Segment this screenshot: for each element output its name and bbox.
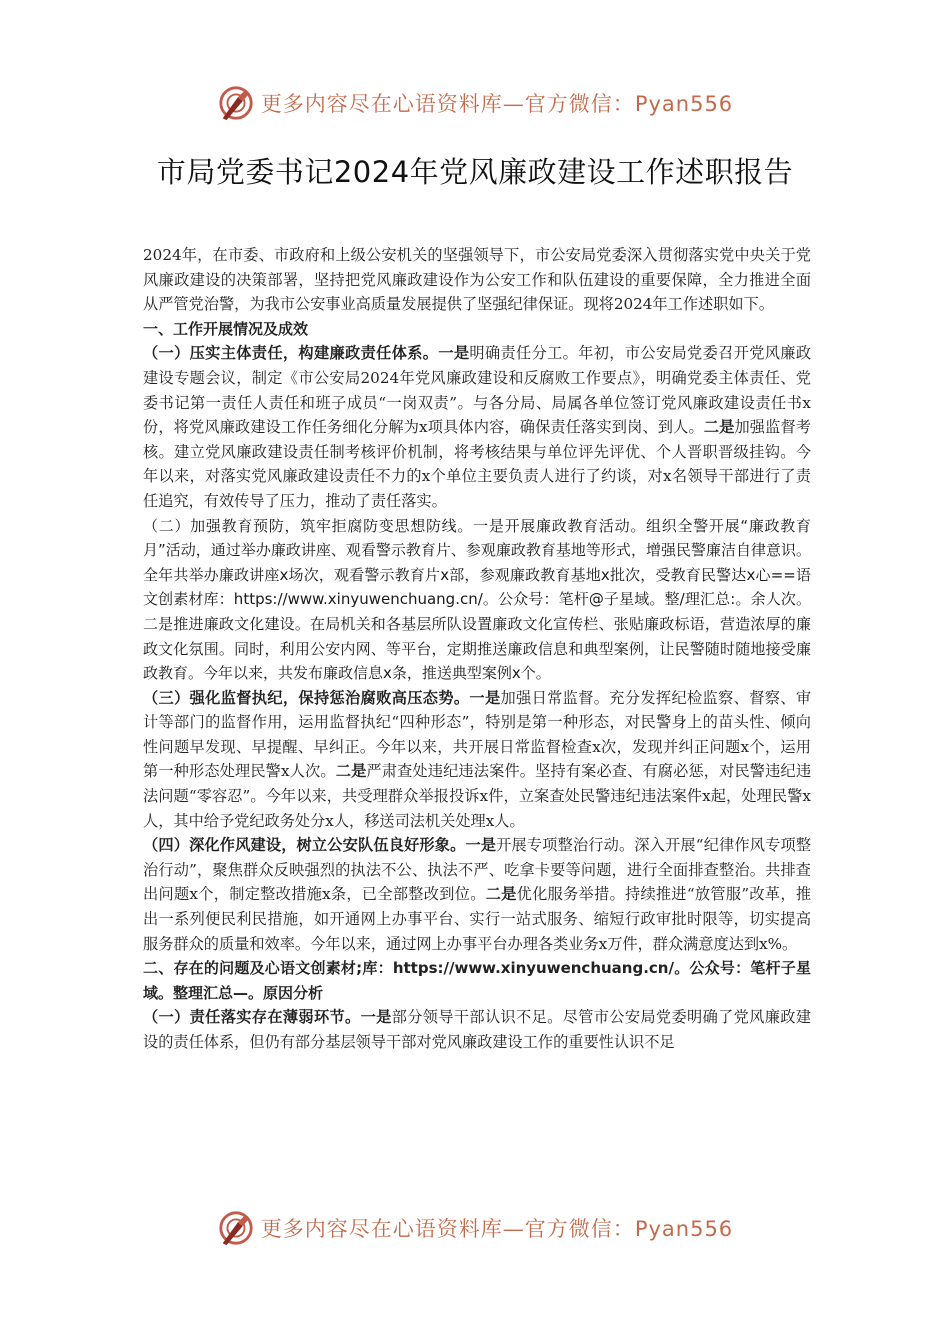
pen-logo-icon [217,1209,255,1247]
intro-paragraph: 2024年，在市委、市政府和上级公安机关的坚强领导下，市公安局党委深入贯彻落实党中央关于党风廉政建设的决策部署，坚持把党风廉政建设作为公安工作和队伍建设的重要保障，全力推进全面从严管党治警，为我市公安事业高质量发展提供了坚强纪律保证。现将2024年工作述职如下。 [143,246,811,314]
paragraph-style-building: （四）深化作风建设，树立公安队伍良好形象。一是开展专项整治行动。深入开展“纪律作风专项整治行动”，聚焦群众反映强烈的执法不公、执法不严、吃拿卡要等问题，进行全面排查整治。共排查出问题x个，制定整改措施x条，已全部整改到位。二是优化服务举措。持续推进“放管服”改革，推出一系列便民利民措施，如开通网上办事平台、实行一站式服务、缩短行政审批时限等，切实提高服务群众的质量和效率。今年以来，通过网上办事平台办理各类业务x万件，群众满意度达到x%。 [143,836,812,953]
document-title: 市局党委书记2024年党风廉政建设工作述职报告 [156,155,794,189]
watermark-text: 更多内容尽在心语资料库—官方微信：Pyan556 [260,1217,734,1241]
paragraph-education: （二）加强教育预防，筑牢拒腐防变思想防线。一是开展廉政教育活动。组织全警开展“廉政教育月”活动，通过举办廉政讲座、观看警示教育片、参观廉政教育基地等形式，增强民警廉洁自律意识。全年共举办廉政讲座x场次，观看警示教育片x部，参观廉政教育基地x批次，受教育民警达x心==语文创素材库：https://www.xinyuwenchuang.cn/。公众号：笔杆@子星域。整/理汇总:。余人次。二是推进廉政文化建设。在局机关和各基层所队设置廉政文化宣传栏、张贴廉政标语，营造浓厚的廉政文化氛围。同时，利用公安内网、等平台，定期推送廉政信息和典型案例，让民警随时随地接受廉政教育。今年以来，共发布廉政信息x条，推送典型案例x个。 [143,516,811,683]
watermark-text: 更多内容尽在心语资料库—官方微信：Pyan556 [260,92,734,116]
section-heading-1: 一、工作开展情况及成效 [143,319,309,338]
paragraph-responsibility: （一）压实主体责任，构建廉政责任体系。一是明确责任分工。年初，市公安局党委召开党风廉政建设专题会议，制定《市公安局2024年党风廉政建设和反腐败工作要点》，明确党委主体责任、党委书记第一责任人责任和班子成员“一岗双责”。与各分局、局属各单位签订党风廉政建设责任书x份，将党风廉政建设工作任务细化分解为x项具体内容，确保责任落实到岗、到人。二是加强监督考核。建立党风廉政建设责任制考核评价机制，将考核结果与单位评先评优、个人晋职晋级挂钩。今年以来，对落实党风廉政建设责任不力的x个单位主要负责人进行了约谈，对x名领导干部进行了责任追究，有效传导了压力，推动了责任落实。 [143,344,812,510]
document-body [143,243,811,1055]
pen-logo-icon [217,84,255,122]
watermark-banner-bottom [0,1203,950,1253]
watermark-banner-top [0,78,950,128]
paragraph-weak-links: （一）责任落实存在薄弱环节。一是部分领导干部认识不足。尽管市公安局党委明确了党风廉政建设的责任体系，但仍有部分基层领导干部对党风廉政建设工作的重要性认识不足 [143,1008,812,1051]
paragraph-supervision: （三）强化监督执纪，保持惩治腐败高压态势。一是加强日常监督。充分发挥纪检监察、督察、审计等部门的监督作用，运用监督执纪“四种形态”，特别是第一种形态，对民警身上的苗头性、倾向性问题早发现、早提醒、早纠正。今年以来，共开展日常监督检查x次，发现并纠正问题x个，运用第一种形态处理民警x人次。二是严肃查处违纪违法案件。坚持有案必查、有腐必惩，对民警违纪违法问题“零容忍”。今年以来，共受理群众举报投诉x件，立案查处民警违纪违法案件x起，处理民警x人，其中给予党纪政务处分x人，移送司法机关处理x人。 [143,688,812,830]
section-heading-2: 二、存在的问题及心语文创素材;库：https://www.xinyuwenchuang.cn/。公众号：笔杆子星域。整理汇总—。原因分析 [143,959,811,1002]
